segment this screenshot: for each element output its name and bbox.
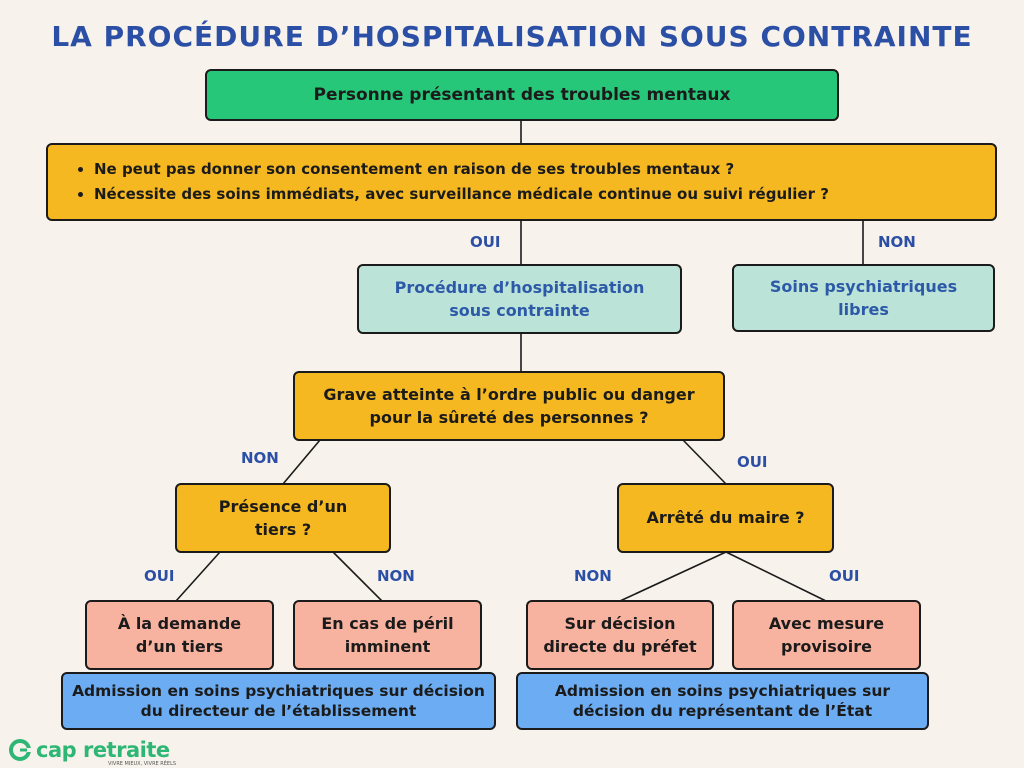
label-oui-procedure: OUI [470, 233, 501, 251]
criteria-item-care: • Nécessite des soins immédiats, avec surveillance médicale continue ou suivi régulier ? [94, 182, 829, 207]
connector-maire-prefet [620, 552, 726, 601]
mesure-node-label: Avec mesure provisoire [768, 613, 885, 656]
label-non-tiers: NON [241, 449, 279, 467]
start-node [205, 69, 839, 121]
cap-retraite-logo-icon [8, 738, 32, 762]
criteria-list [76, 157, 829, 207]
label-oui-demande: OUI [144, 567, 175, 585]
connector-tiers-demande [176, 552, 220, 601]
connector-grave-tiers [283, 440, 320, 484]
connector-tiers-peril [333, 552, 382, 601]
demande-tiers-node [85, 600, 274, 670]
admission-directeur-node [61, 672, 496, 730]
tiers-node-label: Présence d’un tiers ? [218, 496, 348, 539]
label-non-prefet: NON [574, 567, 612, 585]
criteria-item-consent: • Ne peut pas donner son consentement en raison de ses troubles mentaux ? [94, 157, 829, 182]
peril-node [293, 600, 482, 670]
cap-retraite-logo [8, 738, 177, 767]
admission-directeur-label: Admission en soins psychiatriques sur décision du directeur de l’établissement [72, 681, 485, 720]
label-non-peril: NON [377, 567, 415, 585]
grave-node-label: Grave atteinte à l’ordre public ou danger pour la sûreté des personnes ? [323, 384, 695, 427]
maire-node [617, 483, 834, 553]
page-title: LA PROCÉDURE D’HOSPITALISATION SOUS CONTRAINTE [51, 20, 973, 53]
grave-node [293, 371, 725, 441]
tiers-node [175, 483, 391, 553]
prefet-node-label: Sur décision directe du préfet [543, 613, 697, 656]
connector-grave-maire [683, 440, 726, 484]
demande-tiers-node-label: À la demande d’un tiers [117, 613, 242, 656]
admission-etat-node [516, 672, 929, 730]
label-oui-maire: OUI [737, 453, 768, 471]
libres-node [732, 264, 995, 332]
admission-etat-label: Admission en soins psychiatriques sur décision du représentant de l’État [554, 681, 891, 720]
procedure-node [357, 264, 682, 334]
maire-node-label: Arrêté du maire ? [646, 508, 805, 528]
logo-tagline: VIVRE MIEUX, VIVRE RÉELS [108, 761, 177, 767]
label-non-libres: NON [878, 233, 916, 251]
libres-node-label: Soins psychiatriques libres [769, 276, 958, 319]
procedure-node-label: Procédure d’hospitalisation sous contrainte [394, 277, 645, 320]
start-node-label: Personne présentant des troubles mentaux [313, 84, 731, 105]
peril-node-label: En cas de péril imminent [321, 613, 454, 656]
prefet-node [526, 600, 714, 670]
logo-name: cap retraite [36, 738, 170, 762]
mesure-node [732, 600, 921, 670]
criteria-node [46, 143, 997, 221]
label-oui-mesure: OUI [829, 567, 860, 585]
connector-maire-mesure [726, 552, 826, 601]
